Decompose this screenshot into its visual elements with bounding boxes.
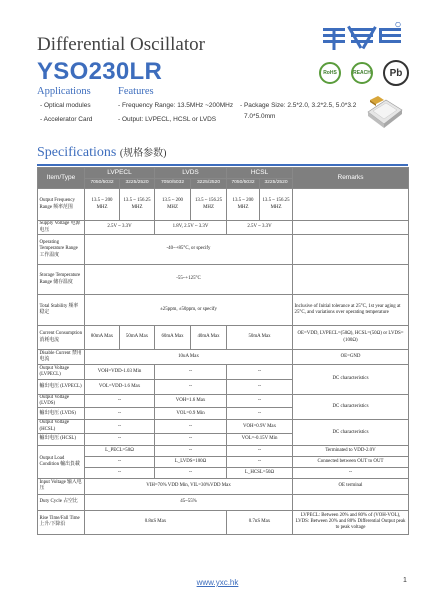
cell: DC characteristics	[293, 365, 409, 395]
heading-rule	[37, 164, 408, 166]
row-label: Total Stability 频率稳定	[38, 295, 85, 326]
table-row	[38, 221, 409, 235]
cell	[293, 265, 409, 295]
cell: --	[155, 380, 227, 395]
features-heading: Features	[118, 86, 154, 97]
feature-item: - Frequency Range: 13.5MHz ~200MHz	[118, 102, 234, 109]
table-row	[38, 365, 409, 380]
cell: L_PECL=50Ω	[85, 445, 155, 456]
table-row	[38, 420, 409, 433]
cell: 80mA Max	[85, 326, 120, 350]
feature-item: - Output: LVPECL, HCSL or LVDS	[118, 116, 217, 123]
cell: 1.8V, 2.5V ~ 3.3V	[155, 221, 227, 235]
cell: --	[227, 408, 293, 420]
cell: Terminated to VDD-2.0V	[293, 445, 409, 456]
row-label: Input Voltage 输入电压	[38, 478, 85, 494]
application-item: - Optical modules	[40, 102, 91, 109]
table-row	[38, 350, 409, 365]
row-label: Storage Temperature Range 储存温度	[38, 265, 85, 295]
cell	[293, 235, 409, 265]
cell: 60mA Max	[155, 326, 191, 350]
specifications-heading-cn: (规格参数)	[119, 148, 167, 159]
cell: --	[293, 467, 409, 478]
cell: DC characteristics	[293, 395, 409, 420]
model-title: YSO230LR	[37, 58, 163, 85]
cell: 50mA Max	[120, 326, 155, 350]
cell: 45~55%	[85, 494, 293, 510]
cell: --	[85, 408, 155, 420]
row-label: Output Voltage (LVPECL)	[38, 365, 85, 380]
spec-table	[37, 167, 409, 535]
cell: 50mA Max	[227, 326, 293, 350]
cell: VOH=0.9V Max	[227, 420, 293, 433]
col-size: 7050/5032	[85, 179, 120, 189]
applications-heading: Applications	[37, 86, 91, 97]
cell: VOL=-0.15V Min	[227, 433, 293, 445]
pb-free-badge: Pb	[383, 60, 409, 86]
cell: 13.5 ~ 156.25 MHZ	[191, 189, 227, 221]
cell: 10uA Max	[85, 350, 293, 365]
cell: L_HCSL=50Ω	[227, 467, 293, 478]
application-item: - Accelerator Card	[40, 116, 93, 123]
cell: --	[155, 467, 227, 478]
cell: --	[227, 380, 293, 395]
col-size: 3225/2520	[191, 179, 227, 189]
row-label: Output Load Condition 輸出負載	[38, 445, 85, 478]
oscillator-chip-image	[364, 96, 404, 130]
cell: 13.5 ~ 200 MHZ	[155, 189, 191, 221]
cell: 13.5 ~ 200 MHZ	[227, 189, 260, 221]
cell: --	[155, 433, 227, 445]
cell: --	[227, 395, 293, 408]
cell	[293, 494, 409, 510]
table-row	[38, 295, 409, 326]
cell: ±25ppm, ±50ppm, or specify	[85, 295, 293, 326]
table-row	[38, 326, 409, 350]
specifications-heading: Specifications (规格参数)	[37, 145, 167, 160]
footer-url-link[interactable]: www.yxc.hk	[196, 578, 239, 587]
cell: VOL=VDD-1.6 Max	[85, 380, 155, 395]
cell: --	[85, 467, 155, 478]
cell: Inclusive of Initial tolerance at 25°C, 1st year aging at 25°C, and variations over operating temperature	[293, 295, 409, 326]
product-line-title: Differential Oscillator	[37, 34, 205, 55]
cell	[293, 189, 409, 221]
cell: --	[85, 433, 155, 445]
cell: 2.5V ~ 3.3V	[85, 221, 155, 235]
cell: --	[227, 456, 293, 467]
cell: 40mA Max	[191, 326, 227, 350]
table-row	[38, 478, 409, 494]
cell: OE=GND	[293, 350, 409, 365]
col-hcsl: HCSL	[227, 168, 293, 179]
col-size: 7050/5032	[227, 179, 260, 189]
cell	[293, 221, 409, 235]
row-label: Disable Current 禁用电流	[38, 350, 85, 365]
row-label: Rise Time/Fall Time 上升/下降沿	[38, 510, 85, 534]
table-row	[38, 265, 409, 295]
table-row	[38, 235, 409, 265]
row-label: 輸出电压 (HCSL)	[38, 433, 85, 445]
cell: Connected between OUT to OUT	[293, 456, 409, 467]
row-label: 輸出电压 (LVDS)	[38, 408, 85, 420]
cell: L_LVDS=100Ω	[155, 456, 227, 467]
cell: 0.8nS Max	[85, 510, 227, 534]
cell: --	[227, 445, 293, 456]
table-row	[38, 445, 409, 456]
cell: OE terminal	[293, 478, 409, 494]
table-row	[38, 510, 409, 534]
reach-badge: REACH	[351, 62, 373, 84]
cell: VOH=VDD-1.03 Min	[85, 365, 155, 380]
row-label: Current Consumption 消耗电流	[38, 326, 85, 350]
cell: --	[227, 365, 293, 380]
cell: VOL=0.9 Min	[155, 408, 227, 420]
col-size: 3225/2520	[120, 179, 155, 189]
table-row	[38, 395, 409, 408]
feature-package: - Package Size: 2.5*2.0, 3.2*2.5, 5.0*3.2	[240, 102, 357, 109]
cell: -40~+85°C, or specify	[85, 235, 293, 265]
col-size: 3225/2520	[260, 179, 293, 189]
row-label: Output Frequency Range 频率范围	[38, 189, 85, 221]
row-label: Supply Voltage 电源电压	[38, 221, 85, 235]
cell: LVPECL: Between 20% and 80% of (VOH-VOL), LVDS: Between 20% and 80% Differential Output peak to peak voltage	[293, 510, 409, 534]
cell: VOH=1.6 Max	[155, 395, 227, 408]
page-number: 1	[403, 577, 407, 584]
feature-package-cont: 7.0*5.0mm	[244, 113, 276, 120]
col-item-type: Item/Type	[38, 168, 85, 189]
col-lvds: LVDS	[155, 168, 227, 179]
row-label: Operating Temperature Range 工作温度	[38, 235, 85, 265]
row-label: Duty Cycle 占空比	[38, 494, 85, 510]
cell: --	[155, 445, 227, 456]
col-remarks: Remarks	[293, 168, 409, 189]
cell: --	[85, 420, 155, 433]
table-row	[38, 467, 409, 478]
table-row	[38, 456, 409, 467]
cell: 13.5 ~ 200 MHZ	[85, 189, 120, 221]
cell: VIH=70% VDD Min, VIL=30%VDD Max	[85, 478, 293, 494]
cell: -55~+125°C	[85, 265, 293, 295]
table-row	[38, 494, 409, 510]
cell: --	[85, 395, 155, 408]
cell: --	[155, 420, 227, 433]
cell: --	[155, 365, 227, 380]
yxc-logo	[323, 22, 401, 52]
col-size: 7050/5032	[155, 179, 191, 189]
cell: 13.5 ~ 156.25 MHZ	[120, 189, 155, 221]
cell: DC characteristics	[293, 420, 409, 445]
cell: 2.5V ~ 3.3V	[227, 221, 293, 235]
row-label: Output Voltage (LVDS)	[38, 395, 85, 408]
cell: --	[85, 456, 155, 467]
cell: 13.5 ~ 156.25 MHZ	[260, 189, 293, 221]
row-label: Output Voltage (HCSL)	[38, 420, 85, 433]
row-label: 輸出电压 (LVPECL)	[38, 380, 85, 395]
cell: 0.7nS Max	[227, 510, 293, 534]
col-lvpecl: LVPECL	[85, 168, 155, 179]
table-row	[38, 189, 409, 221]
cell: OE=VDD, LVPECL=(50Ω), HCSL=(50Ω) or LVDS=(100Ω)	[293, 326, 409, 350]
rohs-badge: RoHS	[319, 62, 341, 84]
